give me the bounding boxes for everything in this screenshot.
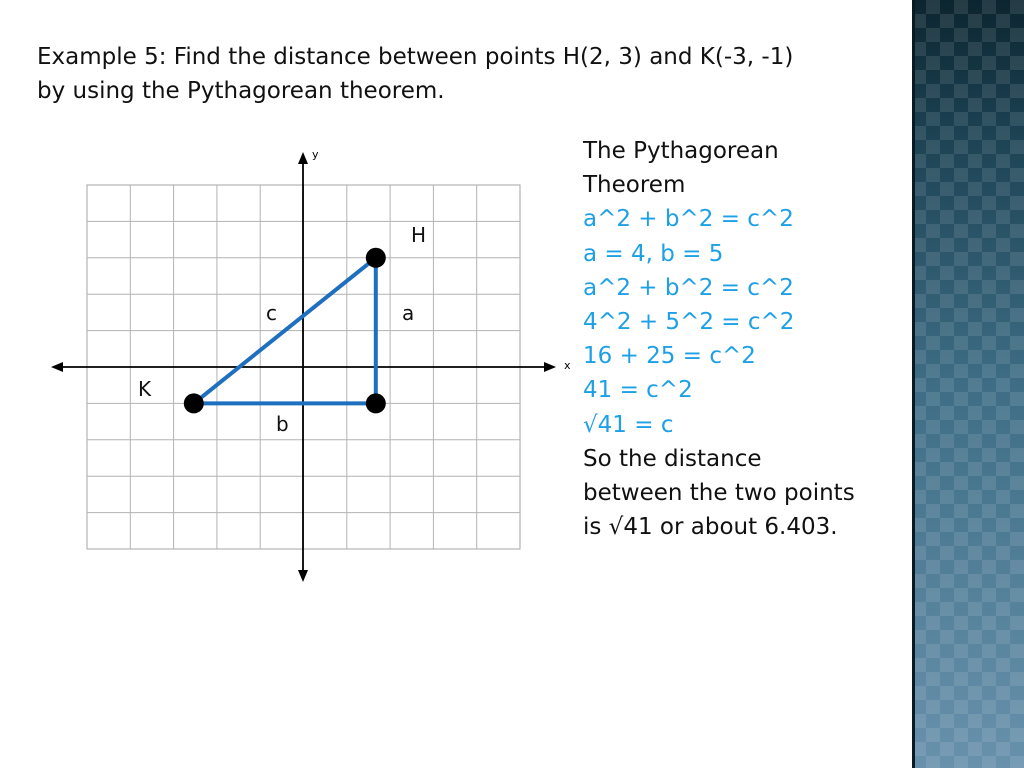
title-line-1: Example 5: Find the distance between points H(2, 3) and K(-3, -1) — [37, 44, 794, 70]
step-formula: a^2 + b^2 = c^2 — [583, 206, 794, 233]
x-axis-left-arrow — [51, 362, 63, 372]
title-line-2: by using the Pythagorean theorem. — [37, 78, 445, 104]
step-formula-repeat: a^2 + b^2 = c^2 — [583, 274, 794, 301]
point-k — [184, 393, 204, 413]
x-axis-right-arrow — [544, 362, 556, 372]
coordinate-plane — [40, 140, 620, 600]
side-c-label: c — [266, 301, 277, 325]
point-right-angle — [366, 393, 386, 413]
conclusion-line-3: is √41 or about 6.403. — [583, 514, 838, 541]
side-a-label: a — [402, 301, 415, 325]
axes — [51, 148, 571, 582]
point-k-label: K — [138, 377, 152, 401]
side-b-label: b — [276, 412, 289, 436]
decorative-side-band — [912, 0, 1024, 768]
side-band-edge — [912, 0, 915, 768]
diamond-pattern — [912, 0, 1024, 768]
theorem-heading-line-1: The Pythagorean — [583, 138, 779, 164]
point-h — [366, 248, 386, 268]
y-axis-top-arrow — [298, 152, 308, 164]
point-h-label: H — [411, 223, 427, 247]
conclusion-line-1: So the distance — [583, 445, 762, 472]
slide-title — [37, 40, 897, 108]
theorem-explanation — [583, 134, 903, 544]
y-axis-label: y — [312, 148, 319, 161]
step-root: √41 = c — [583, 411, 674, 438]
conclusion-line-2: between the two points — [583, 480, 855, 507]
theorem-heading-line-2: Theorem — [583, 172, 686, 199]
step-substitute: 4^2 + 5^2 = c^2 — [583, 309, 795, 336]
x-axis-label: x — [564, 359, 571, 372]
step-leg-values: a = 4, b = 5 — [583, 240, 724, 267]
y-axis-bottom-arrow — [298, 570, 308, 582]
step-sum: 41 = c^2 — [583, 377, 693, 404]
step-squares: 16 + 25 = c^2 — [583, 343, 756, 370]
